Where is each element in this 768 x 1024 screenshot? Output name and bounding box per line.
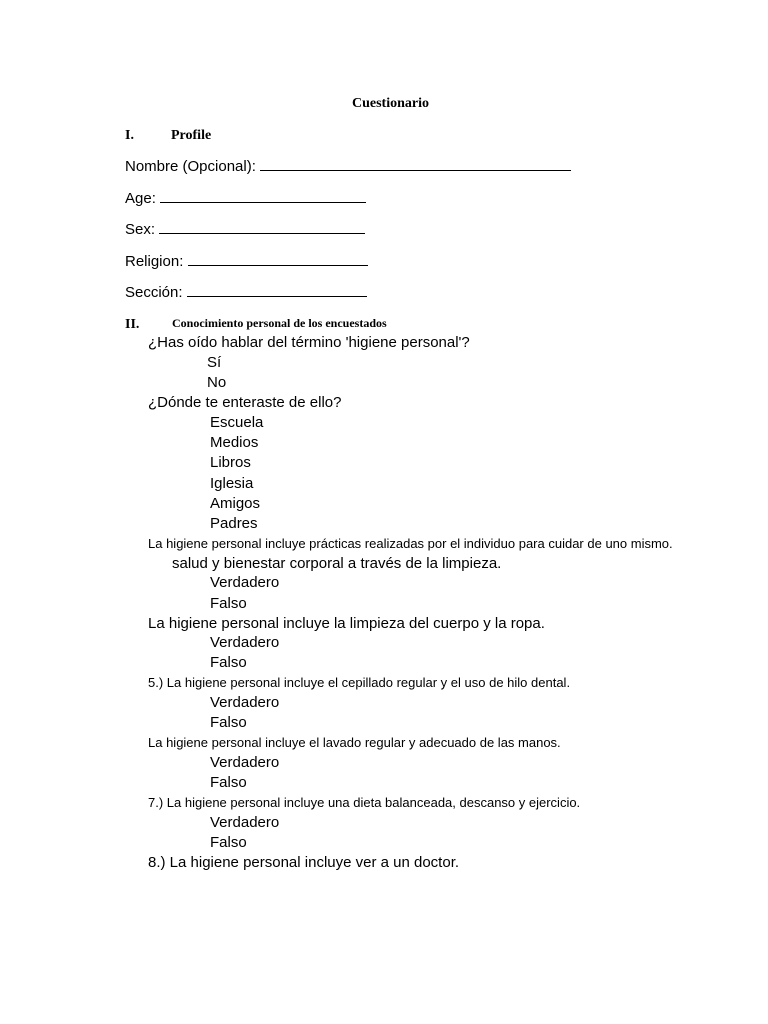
option-si[interactable]: Sí — [207, 354, 222, 371]
section-1-heading: Profile — [171, 128, 212, 143]
option-libros[interactable]: Libros — [210, 454, 251, 471]
question-2: ¿Dónde te enteraste de ello? — [148, 394, 342, 411]
section-2-numeral: II. — [125, 317, 140, 332]
field-sex[interactable] — [125, 221, 365, 238]
option-padres[interactable]: Padres — [210, 515, 258, 532]
option-no[interactable]: No — [207, 374, 227, 391]
option-escuela[interactable]: Escuela — [210, 414, 264, 431]
option-falso[interactable]: Falso — [210, 774, 247, 791]
question-5: 5.) La higiene personal incluye el cepillado regular y el uso de hilo dental. — [148, 675, 571, 690]
field-nombre-line[interactable] — [260, 170, 571, 171]
field-nombre[interactable] — [125, 158, 571, 175]
field-religion-label: Religion: — [125, 253, 188, 270]
field-seccion[interactable] — [125, 284, 367, 301]
document-title: Cuestionario — [352, 96, 429, 111]
option-falso[interactable]: Falso — [210, 654, 247, 671]
field-religion-line[interactable] — [188, 265, 368, 266]
field-sex-label: Sex: — [125, 221, 160, 238]
option-verdadero[interactable]: Verdadero — [210, 754, 280, 771]
field-sex-line[interactable] — [159, 233, 365, 234]
question-8: 8.) La higiene personal incluye ver a un doctor. — [148, 854, 460, 871]
option-amigos[interactable]: Amigos — [210, 495, 261, 512]
option-medios[interactable]: Medios — [210, 434, 259, 451]
section-2-heading: Conocimiento personal de los encuestados — [172, 316, 387, 330]
field-religion[interactable] — [125, 253, 368, 270]
option-verdadero[interactable]: Verdadero — [210, 694, 280, 711]
field-age-label: Age: — [125, 190, 161, 207]
option-verdadero[interactable]: Verdadero — [210, 634, 280, 651]
section-1-numeral: I. — [125, 128, 134, 143]
field-age[interactable] — [125, 190, 366, 207]
field-seccion-line[interactable] — [187, 296, 367, 297]
field-nombre-label: Nombre (Opcional): — [125, 158, 261, 175]
option-falso[interactable]: Falso — [210, 834, 247, 851]
question-7: 7.) La higiene personal incluye una dieta balanceada, descanso y ejercicio. — [148, 795, 581, 810]
option-iglesia[interactable]: Iglesia — [210, 475, 254, 492]
question-3: La higiene personal incluye prácticas realizadas por el individuo para cuidar de uno mismo. — [148, 536, 673, 551]
option-falso[interactable]: Falso — [210, 595, 247, 612]
question-3-continuation: salud y bienestar corporal a través de la limpieza. — [172, 555, 502, 572]
field-age-line[interactable] — [160, 202, 366, 203]
option-verdadero[interactable]: Verdadero — [210, 814, 280, 831]
field-seccion-label: Sección: — [125, 284, 187, 301]
option-verdadero[interactable]: Verdadero — [210, 574, 280, 591]
question-6: La higiene personal incluye el lavado regular y adecuado de las manos. — [148, 735, 561, 750]
question-4: La higiene personal incluye la limpieza del cuerpo y la ropa. — [148, 615, 545, 632]
option-falso[interactable]: Falso — [210, 714, 247, 731]
question-1: ¿Has oído hablar del término 'higiene personal'? — [148, 334, 470, 351]
